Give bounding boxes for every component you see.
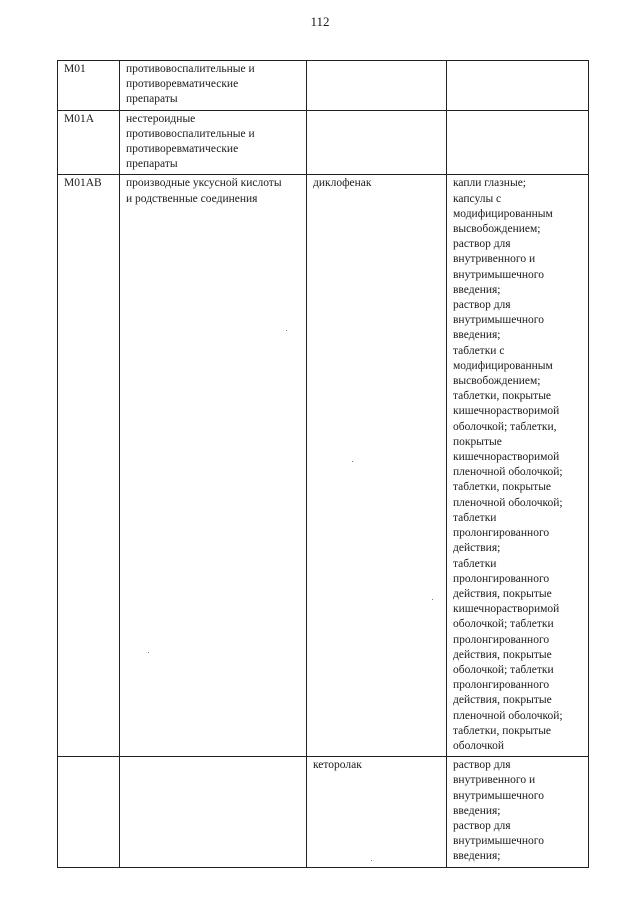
dosage-form-line: таблетки, покрытые	[453, 390, 552, 403]
dosage-form-line: введения;	[453, 329, 501, 342]
dosage-form-line: таблетки, покрытые	[453, 481, 552, 494]
group-name-line: производные уксусной кислоты	[126, 177, 282, 190]
dosage-form-line: таблетки, покрытые	[453, 724, 552, 737]
dosage-form-line: внутримышечного	[453, 314, 544, 327]
dosage-form-line: оболочкой	[453, 739, 505, 752]
atc-code-cell: M01	[58, 61, 120, 111]
atc-code-cell	[58, 757, 120, 867]
dosage-form-line: пленочной оболочкой;	[453, 466, 563, 479]
dosage-forms-cell	[447, 61, 589, 111]
group-name-line: противоревматические	[126, 143, 239, 156]
group-name-cell	[120, 175, 307, 757]
group-name-line: и родственные соединения	[126, 192, 258, 205]
dosage-form-line: действия, покрытые	[453, 694, 552, 707]
dosage-form-line: пролонгированного	[453, 572, 550, 585]
drug-name-cell: кеторолак	[307, 757, 447, 867]
dosage-form-line: оболочкой; таблетки,	[453, 420, 557, 433]
atc-code-cell: M01A	[58, 110, 120, 175]
dosage-forms-cell	[447, 175, 589, 757]
group-name-line: препараты	[126, 93, 178, 106]
dosage-form-line: оболочкой; таблетки	[453, 663, 554, 676]
table-body	[58, 61, 589, 868]
group-name-line: противоревматические	[126, 78, 239, 91]
dosage-form-line: пролонгированного	[453, 527, 550, 540]
dosage-form-line: раствор для	[453, 819, 511, 832]
drug-table	[57, 60, 589, 868]
scan-speck	[371, 860, 372, 861]
dosage-form-line: пленочной оболочкой;	[453, 709, 563, 722]
dosage-form-line: пролонгированного	[453, 679, 550, 692]
atc-code-cell: M01AB	[58, 175, 120, 757]
scan-speck	[432, 599, 433, 600]
scan-speck	[286, 330, 287, 331]
dosage-form-line: внутримышечного	[453, 835, 544, 848]
group-name-cell	[120, 757, 307, 867]
dosage-form-line: покрытые	[453, 435, 502, 448]
dosage-form-line: введения;	[453, 283, 501, 296]
table-row	[58, 757, 589, 867]
dosage-form-line: действия;	[453, 542, 501, 555]
dosage-form-line: раствор для	[453, 299, 511, 312]
dosage-form-line: капли глазные;	[453, 177, 526, 190]
drug-name-cell: диклофенак	[307, 175, 447, 757]
dosage-form-line: внутривенного и	[453, 774, 536, 787]
scan-speck	[352, 461, 353, 462]
group-name-line: противовоспалительные и	[126, 63, 255, 75]
dosage-form-line: кишечнорастворимой	[453, 603, 560, 616]
table-row	[58, 61, 589, 111]
dosage-form-line: оболочкой; таблетки	[453, 618, 554, 631]
drug-name-cell	[307, 110, 447, 175]
group-name-line: препараты	[126, 158, 178, 171]
table-row	[58, 110, 589, 175]
dosage-form-line: внутривенного и	[453, 253, 536, 266]
dosage-form-line: таблетки с	[453, 344, 505, 357]
group-name-line: противовоспалительные и	[126, 127, 255, 140]
dosage-form-line: действия, покрытые	[453, 587, 552, 600]
dosage-form-line: пролонгированного	[453, 633, 550, 646]
page-number: 112	[310, 14, 330, 29]
dosage-form-line: введения;	[453, 804, 501, 817]
group-name-cell	[120, 61, 307, 111]
dosage-form-line: пленочной оболочкой;	[453, 496, 563, 509]
dosage-form-line: внутримышечного	[453, 789, 544, 802]
dosage-form-line: внутримышечного	[453, 268, 544, 281]
dosage-form-line: высвобождением;	[453, 375, 541, 388]
dosage-form-line: раствор для	[453, 238, 511, 251]
dosage-form-line: капсулы с	[453, 192, 502, 205]
dosage-form-line: введения;	[453, 850, 501, 863]
dosage-form-line: раствор для	[453, 759, 511, 772]
drug-name-cell	[307, 61, 447, 111]
dosage-form-line: таблетки	[453, 557, 497, 570]
dosage-form-line: действия, покрытые	[453, 648, 552, 661]
dosage-form-line: модифицированным	[453, 359, 553, 372]
group-name-cell	[120, 110, 307, 175]
dosage-form-line: кишечнорастворимой	[453, 405, 560, 418]
dosage-form-line: таблетки	[453, 511, 497, 524]
group-name-line: нестероидные	[126, 112, 196, 125]
dosage-form-line: модифицированным	[453, 207, 553, 220]
table-row	[58, 175, 589, 757]
dosage-forms-cell	[447, 110, 589, 175]
dosage-forms-cell	[447, 757, 589, 867]
scan-speck	[148, 652, 149, 653]
dosage-form-line: кишечнорастворимой	[453, 451, 560, 464]
dosage-form-line: высвобождением;	[453, 223, 541, 236]
